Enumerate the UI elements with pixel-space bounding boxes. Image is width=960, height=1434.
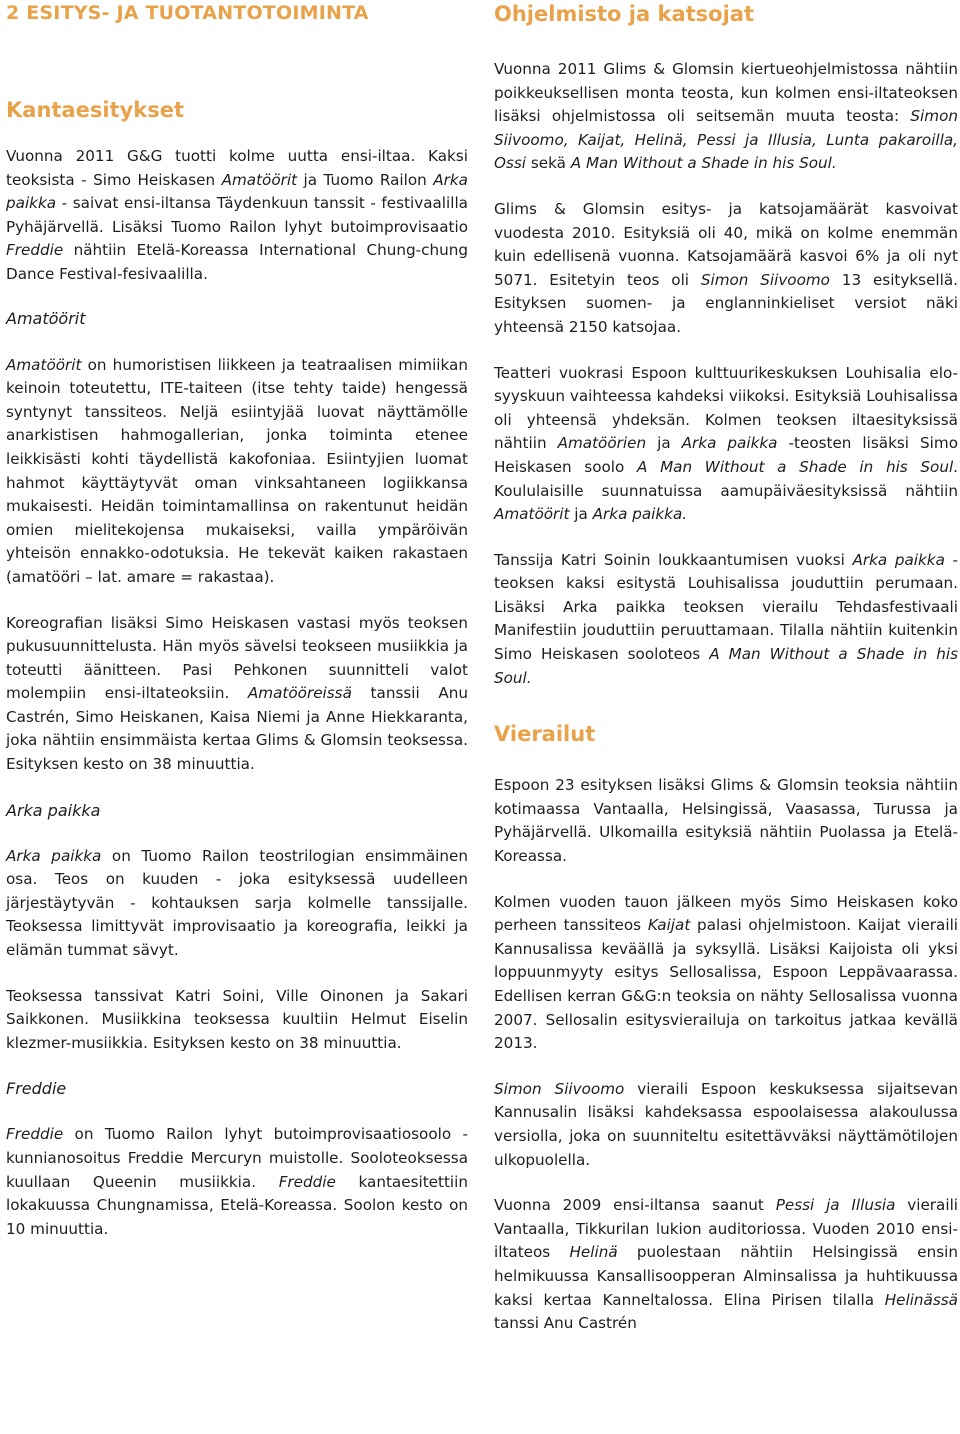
italic-title: Helinä: [569, 1243, 618, 1262]
text-run: Vuonna 2009 ensi-iltansa saanut: [494, 1196, 776, 1215]
vierailut-paragraph-3: [494, 1078, 958, 1172]
text-run: tanssii Anu Castrén, Simo Heiskanen, Kaisa Niemi ja Anne Hiekkaranta, joka nähtiin ensimmäista kertaa Glims & Glomsin teoksessa. Esityksen kesto on 38 minuuttia.: [6, 684, 468, 774]
section-title-kantaesitykset: Kantaesitykset: [6, 98, 185, 122]
italic-title: Freddie: [278, 1172, 336, 1191]
subheading-arka-paikka: Arka paikka: [6, 800, 101, 820]
text-run: - saivat ensi-iltansa Täydenkuun tanssit - festivaalilla Pyhäjärvellä. Lisäksi Tuomo Railon lyhyt butoimprovisaatio: [6, 194, 468, 236]
text-run: Vuonna 2011 G&G tuotti kolme uutta ensi-iltaa. Kaksi teoksista - Simo Heiskasen: [6, 147, 468, 189]
italic-title: Amatöörit: [221, 170, 298, 189]
italic-title: Freddie: [6, 241, 64, 260]
italic-title: Arka paikka: [6, 846, 102, 865]
italic-title: Freddie: [6, 1125, 64, 1144]
text-run: Teoksessa tanssivat Katri Soini, Ville Oinonen ja Sakari Saikkonen. Musiikkina teoksessa kuultiin Helmut Eiselin klezmer-musiikkia. Esityksen kesto on 38 minuuttia.: [6, 986, 468, 1052]
text-run: 13 esityksellä. Esityksen suomen- ja englanninkieliset versiot näki yhteensä 2150 katsojaa.: [494, 270, 959, 336]
text-run: on Tuomo Railon lyhyt butoimprovisaatiosoolo - kunnianosoitus Freddie Mercuryn muistolle. Sooloteoksessa kuullaan Queenin musiikkia.: [6, 1125, 468, 1191]
text-run: Teatteri vuokrasi Espoon kulttuurikeskuksen Louhisalia elo-syyskuun vaihteessa kahdeksi viikoksi. Esityksiä Louhisalissa oli yhteensä yhdeksän. Kolmen teoksen iltaesityksissä nähtiin: [494, 363, 958, 453]
text-run: on humoristisen liikkeen ja teatraalisen mimiikan keinoin toteutettu, ITE-taiteen (itse tehty taide) hengessä syntynyt tanssiteos. Neljä esiintyjää luovat näyttämölle anarkistisen hahmogallerian, jonka toiminta etenee leikkisästi kohti täydellistä kakofoniaa. Esiintyjien luomat hahmot käyttäytyvät oman vinksahtaneen logiikkansa mukaisesti. Heidän toimintamallinsa on rakentunut heidän omien mielitekojensa mukaiseksi, vailla ympäröivän yhteisön ennakko-odotuksia. He tekevät kaiken rakastaen (amatööri – lat. amare = rakastaa).: [6, 355, 468, 586]
vierailut-paragraph-4: [494, 1194, 958, 1336]
arka-paragraph-1: [6, 845, 468, 963]
text-run: Espoon 23 esityksen lisäksi Glims & Glomsin teoksia nähtiin kotimaassa Vantaalla, Helsingissä, Vaasassa, Turussa ja Pyhäjärvellä. Ulkomailla esityksiä nähtiin Puolassa ja Etelä-Koreassa.: [494, 776, 958, 866]
arka-paragraph-2: [6, 985, 468, 1056]
column-title-ohjelmisto: Ohjelmisto ja katsojat: [494, 2, 754, 26]
italic-title: Arka paikka.: [592, 505, 688, 524]
italic-title: Arka paikka: [681, 434, 778, 453]
italic-title: Simon Siivoomo, Kaijat, Helinä, Pessi ja Illusia, Lunta pakaroilla, Ossi: [494, 107, 958, 173]
right-column: [494, 0, 958, 1336]
section-title-vierailut: Vierailut: [494, 722, 596, 747]
text-run: on Tuomo Railon teostrilogian ensimmäinen osa. Teos on kuuden - joka esityksessä uudelleen järjestäytyvän - kohtauksen sarja kolmelle tanssijalle. Teoksessa limittyvät improvisaatio ja koreografia, leikki ja elämän tummat sävyt.: [6, 846, 468, 960]
italic-title: Arka paikka: [6, 170, 468, 213]
freddie-paragraph: [6, 1123, 468, 1241]
text-run: nähtiin Etelä-Koreassa International Chung-chung Dance Festival-fesivaalilla.: [6, 241, 468, 283]
italic-title: A Man Without a Shade in his Soul.: [494, 645, 958, 687]
text-run: -teosten lisäksi Simo Heiskasen soolo: [494, 434, 958, 476]
vierailut-paragraph-2: [494, 891, 958, 1056]
italic-title: Simon Siivoomo: [700, 270, 830, 289]
ohjelmisto-paragraph-2: [494, 198, 958, 340]
text-run: Koreografian lisäksi Simo Heiskasen vastasi myös teoksen pukusuunnittelusta. Hän myös sävelsi teokseen musiikkia ja toteutti äänitteen. Pasi Pehkonen suunnitteli valot molempiin ensi-iltateoksiin.: [6, 613, 468, 703]
italic-title: Simon Siivoomo: [494, 1079, 625, 1098]
text-run: Glims & Glomsin esitys- ja katsojamäärät kasvoivat vuodesta 2010. Esityksiä oli 40, mikä on kolme enemmän kuin edellisenä vuonna. Katsojamäärä kasvoi 6% ja oli nyt 5071. Esitetyin teos oli: [494, 199, 958, 289]
text-run: -teoksen kaksi esitystä Louhisalissa jouduttiin perumaan. Lisäksi Arka paikka teoksen vierailu Tehdasfestivaali Manifestiin jouduttiin peruuttamaan. Tilalla nähtiin kuitenkin Simo Heiskasen sooloteos: [494, 550, 958, 664]
text-run: tanssi Anu Castrén: [494, 1314, 637, 1333]
italic-title: Arka paikka: [852, 550, 945, 569]
ohjelmisto-paragraph-1: [494, 58, 958, 176]
text-run: Tanssija Katri Soinin loukkaantumisen vuoksi: [494, 550, 853, 569]
vierailut-paragraph-1: [494, 774, 958, 868]
italic-title: A Man Without a Shade in his Soul.: [570, 154, 837, 173]
amatoorit-paragraph-2: [6, 612, 468, 777]
text-run: vieraili Espoon keskuksessa sijaitsevan Kannusalin lisäksi kahdeksassa espoolaisessa alakoulussa versiolla, joka on suunniteltu esitettävväksi näyttämötilojen ulkopuolella.: [494, 1079, 958, 1169]
italic-title: Pessi ja Illusia: [775, 1196, 896, 1215]
italic-title: A Man Without a Shade in his Soul: [637, 457, 954, 476]
text-run: ja: [569, 505, 593, 524]
text-run: puolestaan nähtiin Helsingissä ensin helmikuussa Kansallisoopperan Alminsalissa ja huhtikuussa kaksi kertaa Kanneltalossa. Elina Pirisen tilalla: [494, 1243, 958, 1309]
text-run: Kolmen vuoden tauon jälkeen myös Simo Heiskasen koko perheen tanssiteos: [494, 892, 958, 935]
text-run: ja Tuomo Railon: [297, 170, 434, 189]
text-run: sekä: [526, 154, 571, 173]
text-run: Vuonna 2011 Glims & Glomsin kiertueohjelmistossa nähtiin poikkeuksellisen monta teosta, kun kolmen ensi-iltateoksen lisäksi ohjelmistossa oli seitsemän muuta teosta:: [494, 60, 958, 126]
intro-paragraph: [6, 145, 468, 287]
italic-title: Kaijat: [647, 916, 691, 935]
italic-title: Amatööreissä: [247, 684, 352, 703]
subheading-amatoorit: Amatöörit: [6, 308, 86, 328]
italic-title: Amatöörien: [557, 434, 647, 453]
text-run: palasi ohjelmistoon. Kaijat vieraili Kannusalissa keväällä ja syksyllä. Lisäksi Kaijoista oli yksi loppuunmyyty esitys Sellosalissa, Espoon Leppävaarassa. Edellisen kerran G&G:n teoksia on nähty Sellosalissa vuonna 2007. Sellosalin esitysvierailuja on tarkoitus jatkaa kevällä 2013.: [494, 916, 959, 1053]
left-column: [6, 0, 468, 1241]
chapter-title: 2 ESITYS- JA TUOTANTOTOIMINTA: [6, 2, 369, 24]
italic-title: Amatöörit: [494, 505, 570, 524]
subheading-freddie: Freddie: [6, 1079, 67, 1099]
text-run: kantaesitettiin lokakuussa Chungnamissa, Etelä-Koreassa. Soolon kesto on 10 minuuttia.: [6, 1172, 468, 1238]
italic-title: Helinässä: [884, 1290, 958, 1309]
ohjelmisto-paragraph-4: [494, 549, 958, 691]
italic-title: Amatöörit: [6, 355, 82, 374]
text-run: ja: [646, 434, 682, 453]
text-run: . Koululaisille suunnatuissa aamupäiväesityksissä nähtiin: [494, 457, 958, 500]
amatoorit-paragraph-1: [6, 354, 468, 590]
text-run: vieraili Vantaalla, Tikkurilan lukion auditoriossa. Vuoden 2010 ensi-iltateos: [494, 1196, 959, 1262]
ohjelmisto-paragraph-3: [494, 362, 958, 527]
